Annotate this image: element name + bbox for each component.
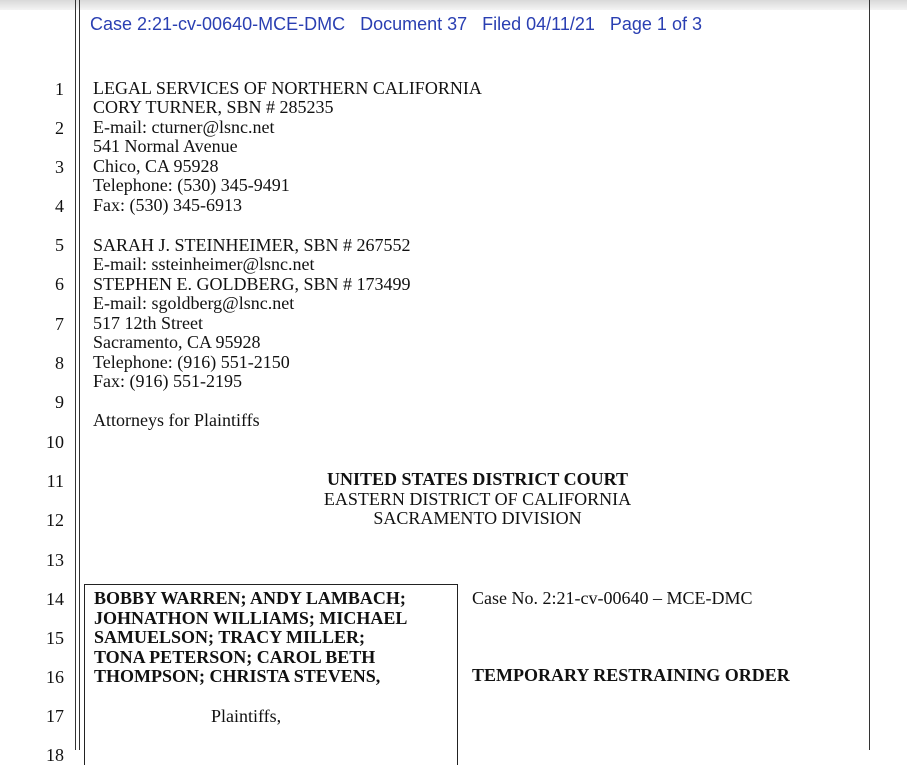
counsel-line: Fax: (530) 345-6913: [93, 195, 242, 215]
viewer-top-bar: [0, 0, 907, 10]
ecf-header: [90, 14, 717, 35]
line-number: 3: [55, 157, 64, 177]
counsel-line: 517 12th Street: [93, 313, 203, 333]
line-number: 14: [46, 589, 64, 609]
line-number: 9: [55, 392, 64, 412]
counsel-line: 541 Normal Avenue: [93, 136, 238, 156]
court-division: SACRAMENTO DIVISION: [373, 508, 582, 528]
court-name: UNITED STATES DISTRICT COURT: [327, 469, 628, 489]
caption-parties: [94, 589, 407, 687]
counsel-firm: LEGAL SERVICES OF NORTHERN CALIFORNIA: [93, 78, 482, 98]
header-case: Case 2:21-cv-00640-MCE-DMC: [90, 14, 346, 34]
line-number: 12: [46, 510, 64, 530]
party-line: BOBBY WARREN; ANDY LAMBACH;: [94, 588, 406, 608]
line-number: 15: [46, 628, 64, 648]
line-number: 18: [46, 745, 64, 765]
counsel-line: STEPHEN E. GOLDBERG, SBN # 173499: [93, 274, 411, 294]
line-number: 17: [46, 706, 64, 726]
counsel-line: Fax: (916) 551-2195: [93, 371, 242, 391]
right-margin-rule: [869, 0, 870, 750]
line-number: 6: [55, 274, 64, 294]
party-line: SAMUELSON; TRACY MILLER;: [94, 627, 366, 648]
line-number: 16: [46, 667, 64, 687]
party-line: TONA PETERSON; CAROL BETH: [94, 646, 376, 667]
counsel-line: Chico, CA 95928: [93, 156, 219, 176]
counsel-line: E-mail: ssteinheimer@lsnc.net: [93, 254, 315, 274]
line-number: 7: [55, 314, 64, 334]
left-margin-rule-inner: [79, 0, 80, 750]
party-line: JOHNATHON WILLIAMS; MICHAEL: [94, 607, 408, 628]
caption-role: Plaintiffs,: [211, 706, 282, 726]
counsel-line: CORY TURNER, SBN # 285235: [93, 97, 334, 117]
counsel-line: Telephone: (530) 345-9491: [93, 175, 290, 195]
counsel-line: SARAH J. STEINHEIMER, SBN # 267552: [93, 235, 411, 255]
counsel-line: E-mail: sgoldberg@lsnc.net: [93, 293, 295, 313]
line-number: 5: [55, 235, 64, 255]
left-margin-rule-outer: [75, 0, 76, 750]
header-document: Document 37: [360, 14, 468, 34]
line-number: 2: [55, 118, 64, 138]
counsel-line: E-mail: cturner@lsnc.net: [93, 117, 275, 137]
document-title: TEMPORARY RESTRAINING ORDER: [472, 665, 790, 685]
line-number: 1: [55, 79, 64, 99]
line-number: 8: [55, 353, 64, 373]
case-number: Case No. 2:21-cv-00640 – MCE-DMC: [472, 588, 753, 608]
header-filed: Filed 04/11/21: [482, 14, 595, 34]
party-line: THOMPSON; CHRISTA STEVENS,: [94, 666, 381, 687]
line-number: 13: [46, 550, 64, 570]
line-number: 10: [46, 432, 64, 452]
line-number: 11: [46, 471, 64, 491]
counsel-line: Telephone: (916) 551-2150: [93, 352, 290, 372]
counsel-line: Sacramento, CA 95928: [93, 332, 261, 352]
header-page: Page 1 of 3: [609, 14, 702, 34]
line-number: 4: [55, 196, 64, 216]
attorneys-for-plaintiffs: Attorneys for Plaintiffs: [93, 410, 260, 430]
court-district: EASTERN DISTRICT OF CALIFORNIA: [323, 489, 632, 509]
